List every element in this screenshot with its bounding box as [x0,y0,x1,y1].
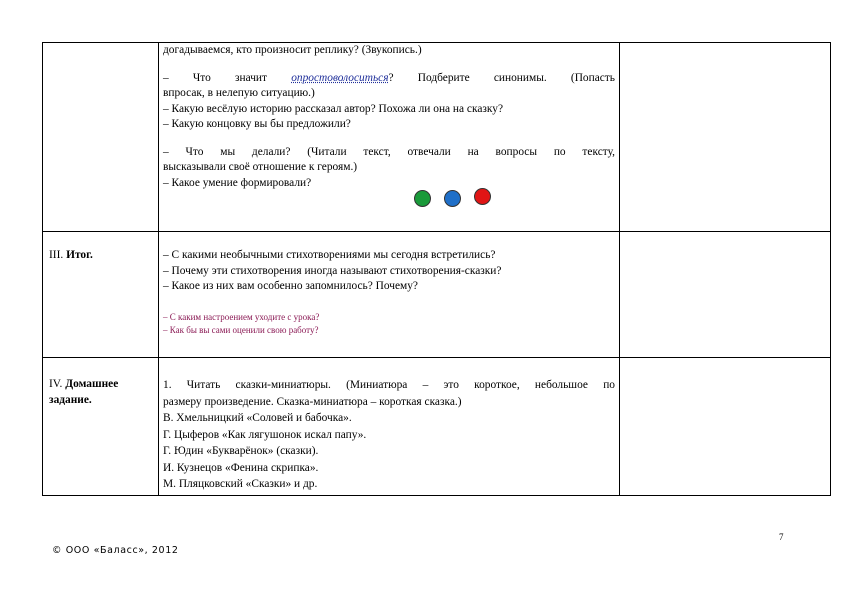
homework-line1: 1. Читать сказки-миниатюры. (Миниатюра – это короткое, небольшое по [163,379,615,391]
row1-content [163,43,615,191]
row1-question2: – Какую весёлую историю рассказал автор? Похожа ли она на сказку? [163,102,504,115]
row2-question3: – Какое из них вам особенно запомнилось? Почему? [163,280,418,292]
row1-q1-term: опростоволоситься [291,71,389,84]
homework-line4: Г. Цыферов «Как лягушонок искал папу». [163,428,367,441]
homework-line5: Г. Юдин «Букварёнок» (сказки). [163,445,319,457]
homework-line3: В. Хмельницкий «Соловей и бабочка». [163,412,352,424]
row3-content [163,377,615,493]
page-number: 7 [779,532,784,542]
row1-question3: – Какую концовку вы бы предложили? [163,118,351,130]
stage-3-number: III. [49,249,64,261]
column-divider-2 [619,43,620,495]
lesson-table [42,42,831,496]
homework-line7: М. Пляцковский «Сказки» и др. [163,478,318,490]
row-divider-2 [43,357,830,358]
row2-question2: – Почему эти стихотворения иногда называют стихотворения-сказки? [163,264,502,277]
copyright-footer: © ООО «Баласс», 2012 [52,545,179,556]
stage-3-label [49,248,93,264]
row1-question4: – Что мы делали? (Читали текст, отвечали на вопросы по тексту, [163,145,615,158]
row2-content [163,248,615,337]
row1-q1-part-b: ? Подберите синонимы. (Попасть [388,71,615,84]
row1-question1-line2: впросак, в нелепую ситуацию.) [163,87,315,99]
row1-question4-line2: высказывали своё отношение к героям.) [163,161,358,173]
stage-4-label [49,377,149,408]
stage-4-title-1: Домашнее [65,378,119,390]
green-circle [414,190,431,207]
row1-question5: – Какое умение формировали? [163,176,312,189]
stage-4-title-2: задание. [49,393,92,406]
row1-q1-part-a: – Что значит [163,71,292,84]
homework-line2: размеру произведение. Сказка-миниатюра – короткая сказка.) [163,395,462,408]
homework-line6: И. Кузнецов «Фенина скрипка». [163,461,319,474]
column-divider-1 [158,43,159,495]
red-circle [474,188,491,205]
row-divider-1 [43,231,830,232]
stage-3-title: Итог. [66,249,93,261]
row2-reflection1: – С каким настроением уходите с урока? [163,311,320,322]
blue-circle [444,190,461,207]
row2-question1: – С какими необычными стихотворениями мы сегодня встретились? [163,249,496,261]
row1-question1 [163,71,615,87]
row2-reflection2: – Как бы вы сами оценили свою работу? [163,324,319,335]
row1-line1: догадываемся, кто произносит реплику? (Звукопись.) [163,44,422,56]
stage-4-number: IV. [49,378,63,390]
